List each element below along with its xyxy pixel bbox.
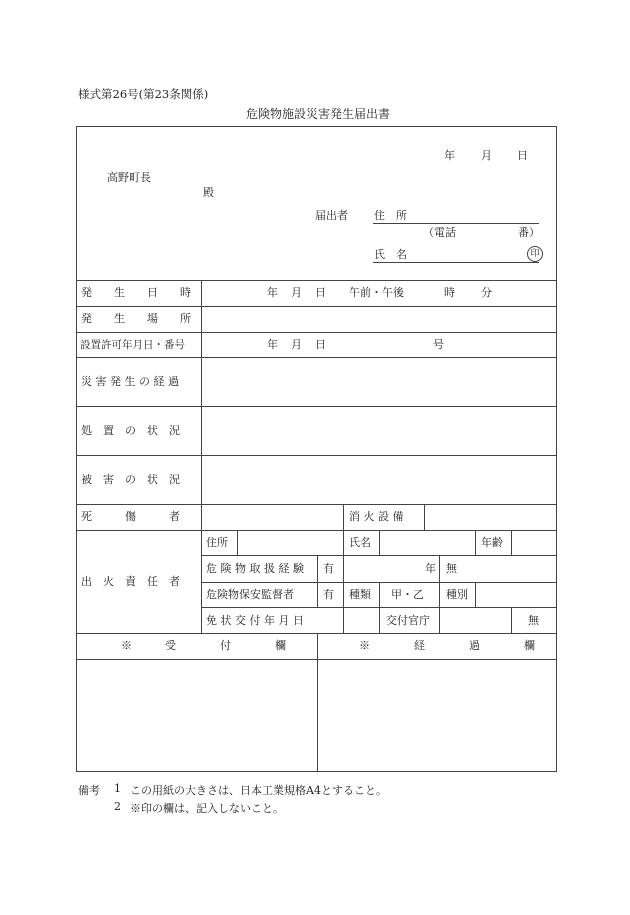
row-line	[77, 530, 556, 531]
form-title: 危険物施設災害発生届出書	[246, 107, 391, 121]
reception-header: ※ 受 付 欄	[121, 639, 286, 652]
casualties-divider	[343, 504, 344, 530]
phone-suffix: 番）	[518, 226, 540, 239]
responsible-age-label: 年齢	[481, 536, 503, 549]
form-table	[76, 126, 557, 772]
damage-status-label: 被 害 の 状 況	[81, 473, 180, 486]
experience-yes: 有	[323, 562, 334, 575]
notes-label: 備考	[78, 784, 100, 797]
occurrence-minute: 分	[481, 286, 492, 299]
name-underline	[373, 262, 539, 263]
cell-divider	[439, 582, 440, 633]
form-number: 様式第26号(第23条関係)	[78, 87, 209, 101]
occurrence-place-label: 発 生 場 所	[81, 312, 191, 325]
cell-divider	[379, 530, 380, 555]
fire-equipment-divider	[424, 504, 425, 530]
supervisor-no: 無	[528, 614, 539, 627]
responsible-name-label: 氏名	[349, 536, 371, 549]
note-1-text: この用紙の大きさは、日本工業規格A4とすること。	[130, 784, 387, 797]
permit-number: 号	[433, 338, 444, 351]
addressee: 高野町長	[107, 171, 151, 184]
supervisor-yes: 有	[323, 588, 334, 601]
experience-no: 無	[446, 562, 457, 575]
permit-label: 設置許可年月日・番号	[80, 339, 185, 351]
cell-divider	[237, 530, 238, 555]
fire-equipment-label: 消 火 設 備	[349, 510, 404, 523]
measures-status-label: 処 置 の 状 況	[81, 424, 180, 437]
cell-divider	[379, 582, 380, 633]
occurrence-month: 月	[291, 286, 302, 299]
row-line	[77, 357, 556, 358]
honorific: 殿	[203, 186, 214, 199]
occurrence-year: 年	[267, 286, 278, 299]
row-line	[77, 406, 556, 407]
casualties-label: 死 傷 者	[81, 510, 180, 523]
supervisor-label: 危険物保安監督者	[206, 588, 294, 601]
row-line	[77, 280, 556, 281]
cell-divider	[343, 555, 344, 633]
header-month: 月	[481, 149, 492, 162]
permit-year: 年	[267, 338, 278, 351]
header-year: 年	[444, 149, 455, 162]
progress-header: ※ 経 過 欄	[359, 639, 535, 652]
permit-day: 日	[315, 338, 326, 351]
row-line	[201, 555, 556, 556]
cell-divider	[317, 555, 318, 607]
experience-label: 危 険 物 取 扱 経 験	[206, 562, 304, 575]
cell-divider	[343, 530, 344, 555]
address-underline	[373, 223, 539, 224]
permit-month: 月	[291, 338, 302, 351]
phone-label: （電話	[423, 226, 456, 239]
header-day: 日	[517, 149, 528, 162]
name-label: 氏 名	[374, 248, 407, 261]
row-line	[77, 306, 556, 307]
experience-year: 年	[425, 562, 436, 575]
note-2-text: ※印の欄は、記入しないこと。	[130, 802, 284, 815]
occurrence-ampm: 午前・午後	[349, 286, 404, 299]
row-line	[77, 455, 556, 456]
seal-mark: 印	[527, 246, 543, 262]
disaster-progress-label: 災 害 発 生 の 経 過	[81, 375, 179, 388]
footer-divider	[317, 633, 318, 772]
issuing-office-label: 交付官庁	[386, 614, 430, 627]
type-value: 甲・乙	[391, 588, 424, 601]
cell-divider	[511, 530, 512, 555]
notifier-label: 届出者	[315, 209, 348, 222]
note-1-number: 1	[114, 782, 121, 795]
type-label: 種類	[349, 588, 371, 601]
occurrence-hour: 時	[444, 286, 455, 299]
cell-divider	[475, 582, 476, 607]
kind-label: 種別	[446, 588, 468, 601]
cell-divider	[511, 607, 512, 633]
cell-divider	[475, 530, 476, 555]
row-line	[77, 332, 556, 333]
row-line	[77, 504, 556, 505]
responsible-address-label: 住所	[206, 536, 228, 549]
occurrence-datetime-label: 発 生 日 時	[81, 286, 191, 299]
address-label: 住 所	[374, 209, 407, 222]
label-divider	[201, 280, 202, 633]
occurrence-day: 日	[315, 286, 326, 299]
note-2-number: 2	[114, 800, 121, 813]
cell-divider	[439, 555, 440, 582]
fire-responsible-label: 出 火 責 任 者	[81, 575, 180, 588]
license-date-label: 免 状 交 付 年 月 日	[206, 614, 304, 627]
